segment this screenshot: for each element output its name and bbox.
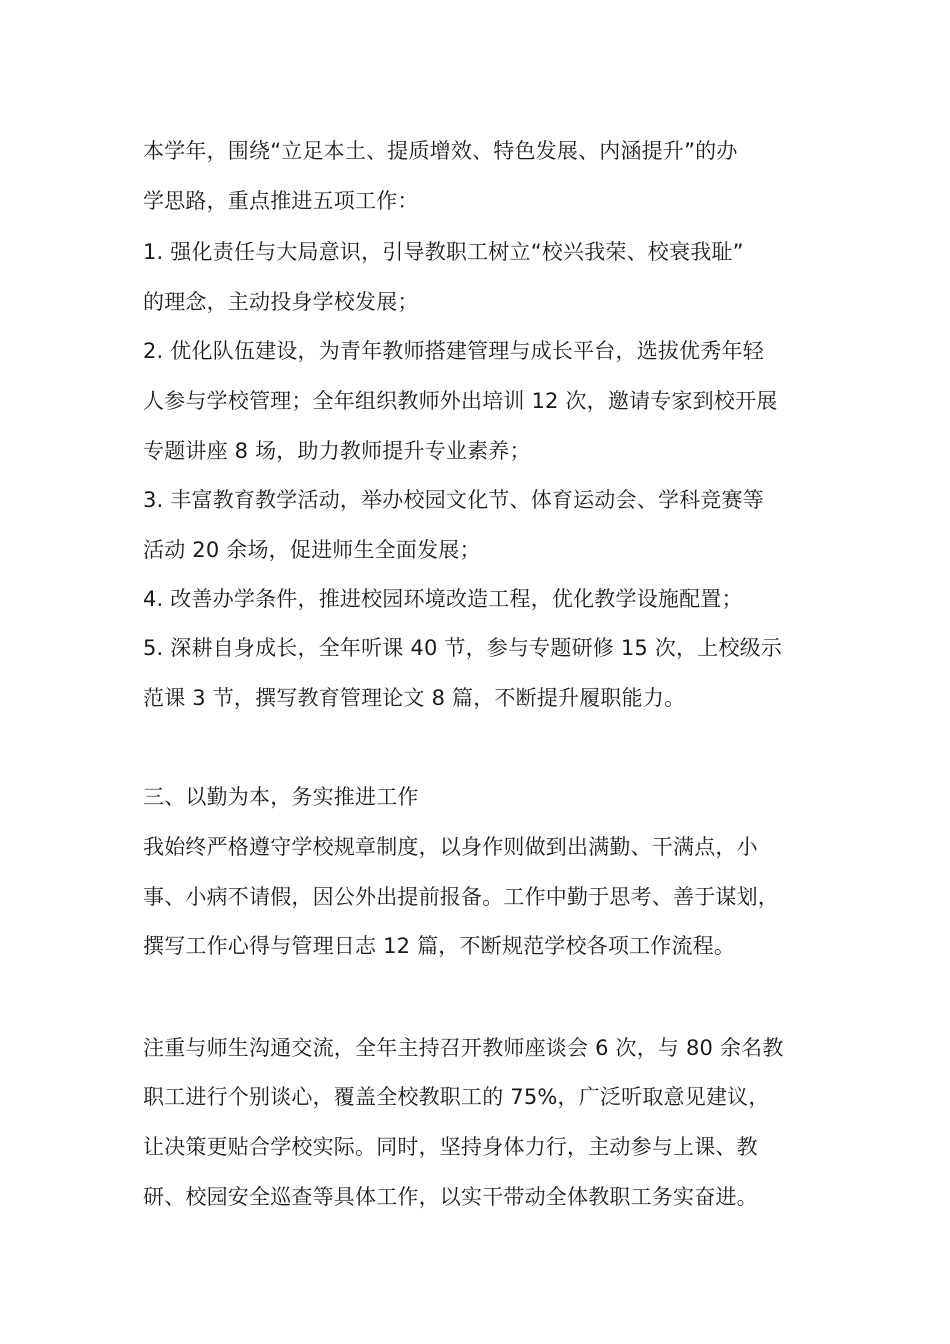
paragraph-line: 让决策更贴合学校实际。同时，坚持身体力行，主动参与上课、教 xyxy=(143,1135,758,1159)
section-heading: 三、以勤为本，务实推进工作 xyxy=(143,785,419,809)
list-item-line: 5. 深耕自身成长，全年听课 40 节，参与专题研修 15 次，上校级示 xyxy=(143,636,783,660)
paragraph-line: 撰写工作心得与管理日志 12 篇，不断规范学校各项工作流程。 xyxy=(143,934,736,958)
intro-line: 学思路，重点推进五项工作： xyxy=(143,189,419,213)
list-item-line: 人参与学校管理；全年组织教师外出培训 12 次，邀请专家到校开展 xyxy=(143,389,778,413)
paragraph-line: 注重与师生沟通交流，全年主持召开教师座谈会 6 次，与 80 余名教 xyxy=(143,1036,784,1060)
list-item-line: 范课 3 节，撰写教育管理论文 8 篇，不断提升履职能力。 xyxy=(143,686,686,710)
list-item-line: 4. 改善办学条件，推进校园环境改造工程，优化教学设施配置； xyxy=(143,587,743,611)
paragraph-line: 事、小病不请假，因公外出提前报备。工作中勤于思考、善于谋划， xyxy=(143,885,779,909)
paragraph-line: 我始终严格遵守学校规章制度，以身作则做到出满勤、干满点，小 xyxy=(143,835,758,859)
list-item-line: 专题讲座 8 场，助力教师提升专业素养； xyxy=(143,439,531,463)
intro-line: 本学年，围绕“立足本土、提质增效、特色发展、内涵提升”的办 xyxy=(143,139,738,163)
list-item-line: 的理念，主动投身学校发展； xyxy=(143,290,419,314)
list-item-line: 3. 丰富教育教学活动，举办校园文化节、体育运动会、学科竞赛等 xyxy=(143,488,764,512)
paragraph-line: 研、校园安全巡查等具体工作，以实干带动全体教职工务实奋进。 xyxy=(143,1185,758,1209)
list-item-line: 1. 强化责任与大局意识，引导教职工树立“校兴我荣、校衰我耻” xyxy=(143,240,744,264)
list-item-line: 活动 20 余场，促进师生全面发展； xyxy=(143,538,481,562)
list-item-line: 2. 优化队伍建设，为青年教师搭建管理与成长平台，选拔优秀年轻 xyxy=(143,339,764,363)
paragraph-line: 职工进行个别谈心，覆盖全校教职工的 75%，广泛听取意见建议， xyxy=(143,1085,770,1109)
